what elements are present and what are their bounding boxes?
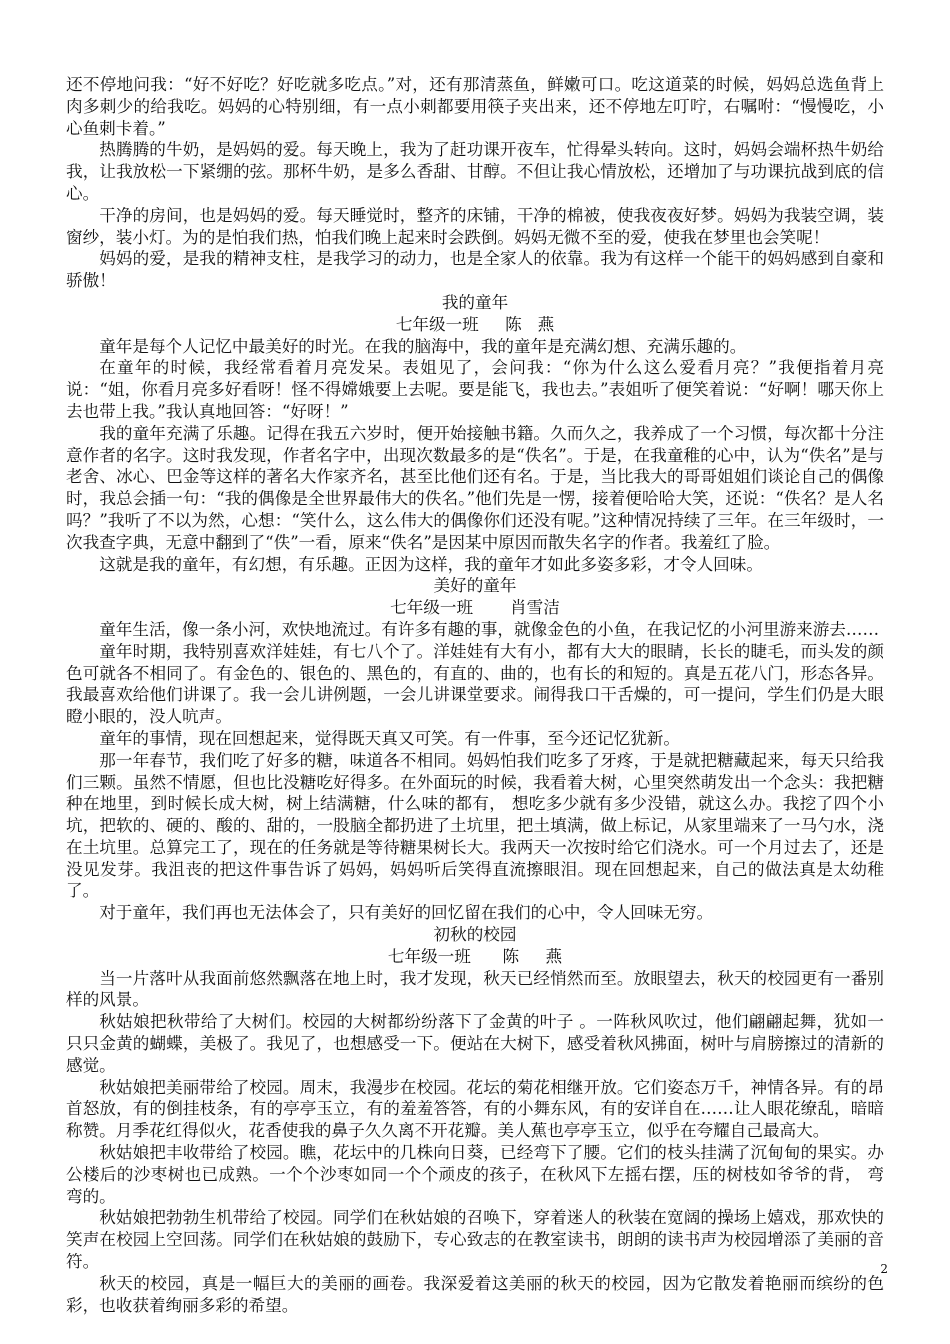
essay1-byline: 七年级一班 陈 燕 [395,314,555,334]
essay3-paragraph-6: 秋天的校园，真是一幅巨大的美丽的画卷。我深爱着这美丽的秋天的校园，因为它散发着艳丽而缤纷的色彩，也收获着绚丽多彩的希望。 [66,1273,884,1315]
essay1-paragraph-2: 在童年的时候，我经常看着月亮发呆。表姐见了，会问我：“你为什么这么爱看月亮？”我便指着月亮说：“姐，你看月亮多好看呀！怪不得嫦娥要上去呢。要是能飞，我也去。”表姐听了便笑着说：“好啊！哪天你上去也带上我。”我认真地回答：“好呀！” [66,358,884,421]
essay1-paragraph-4: 这就是我的童年，有幻想，有乐趣。正因为这样，我的童年才如此多姿多彩，才令人回味。 [99,554,763,574]
page-number: 2 [880,1262,888,1276]
intro-paragraph-3: 干净的房间，也是妈妈的爱。每天睡觉时，整齐的床铺，干净的棉被，使我夜夜好梦。妈妈为我装空调，装窗纱，装小灯。为的是怕我们热，怕我们晚上起来时会跌倒。妈妈无微不至的爱，使我在梦里也会笑呢！ [66,205,884,247]
essay3-paragraph-4: 秋姑娘把丰收带给了校园。瞧，花坛中的几株向日葵，已经弯下了腰。它们的枝头挂满了沉甸甸的果实。办公楼后的沙枣树也已成熟。一个个沙枣如同一个个顽皮的孩子，在秋风下左摇右摆，压的树枝如爷爷的背， 弯弯的。 [66,1143,884,1206]
essay2-paragraph-5: 对于童年，我们再也无法体会了，只有美好的回忆留在我们的心中，令人回味无穷。 [99,903,714,923]
essay3-paragraph-2: 秋姑娘把秋带给了大树们。校园的大树都纷纷落下了金黄的叶子 。一阵秋风吹过，他们翩翩起舞，犹如一只只金黄的蝴蝶，美极了。我见了，也想感受一下。便站在大树下，感受着秋风拂面，树叶与肩膀擦过的清新的感觉。 [66,1012,884,1075]
document-body [66,74,884,1316]
intro-paragraph-1: 还不停地问我：“好不好吃？好吃就多吃点。”对，还有那清蒸鱼，鲜嫩可口。吃这道菜的时候，妈妈总选鱼背上肉多刺少的给我吃。妈妈的心特别细，有一点小刺都要用筷子夹出来，还不停地左叮咛，右嘱咐：“慢慢吃，小心鱼刺卡着。” [66,75,884,138]
intro-paragraph-4: 妈妈的爱，是我的精神支柱，是我学习的动力，也是全家人的依靠。我为有这样一个能干的妈妈感到自豪和骄傲！ [66,249,884,291]
essay1-paragraph-3: 我的童年充满了乐趣。记得在我五六岁时，便开始接触书籍。久而久之，我养成了一个习惯，每次都十分注意作者的名字。这时我发现，作者名字中，出现次数最多的是“佚名”。于是，在我童稚的心中，认为“佚名”是与老舍、冰心、巴金等这样的著名大作家齐名，甚至比他们还有名。于是，当比我大的哥哥姐姐们谈论自己的偶像时，我总会插一句：“我的偶像是全世界最伟大的佚名。”他们先是一愣，接着便哈哈大笑，还说：“佚名？是人名吗？”我听了不以为然，心想：“笑什么，这么伟大的偶像你们还没有呢。”这种情况持续了三年。在三年级时，一次我查字典，无意中翻到了“佚”一看，原来“佚名”是因某中原因而散失名字的作者。我羞红了脸。 [66,423,884,552]
essay1-title: 我的童年 [441,292,509,312]
essay3-paragraph-5: 秋姑娘把勃勃生机带给了校园。同学们在秋姑娘的召唤下，穿着迷人的秋装在宽阔的操场上嬉戏，那欢快的笑声在校园上空回荡。同学们在秋姑娘的鼓励下，专心致志的在教室读书，朗朗的读书声为校园增添了美丽的音符。 [66,1208,884,1272]
essay2-title: 美好的童年 [433,576,517,596]
essay3-title: 初秋的校园 [433,925,517,945]
essay1-paragraph-1: 童年是每个人记忆中最美好的时光。在我的脑海中，我的童年是充满幻想、充满乐趣的。 [99,336,747,356]
essay2-paragraph-2: 童年时期，我特别喜欢洋娃娃，有七八个了。洋娃娃有大有小，都有大大的眼睛，长长的睫毛，而头发的颜色可就各不相同了。有金色的、银色的、黑色的，有直的、曲的，也有长的和短的。真是五花八门，形态各异。我最喜欢给他们讲课了。我一会儿讲例题，一会儿讲课堂要求。闹得我口干舌燥的，可一提问，学生们仍是大眼瞪小眼的，没人吭声。 [66,641,884,727]
essay2-paragraph-3: 童年的事情，现在回想起来，觉得既天真又可笑。有一件事，至今还记忆犹新。 [99,728,680,748]
essay2-paragraph-4: 那一年春节，我们吃了好多的糖，味道各不相同。妈妈怕我们吃多了牙疼，于是就把糖藏起来，每天只给我们三颗。虽然不情愿，但也比没糖吃好得多。在外面玩的时候，我看着大树，心里突然萌发出一个念头：我把糖种在地里，到时候长成大树，树上结满糖，什么味的都有， 想吃多少就有多少没错，就这么办。我挖了四个小坑，把软的、硬的、酸的、甜的，一股脑全都扔进了土坑里，把土填满，做上标记，从家里端来了一马勺水，浇在土坑里。总算完工了，现在的任务就是等待糖果树长大。我两天一次按时给它们浇水。可一个月过去了，还是没见发芽。我沮丧的把这件事告诉了妈妈，妈妈听后笑得直流擦眼泪。现在回想起来，自己的做法真是太幼稚了。 [66,750,884,901]
essay2-paragraph-1: 童年生活，像一条小河，欢快地流过。有许多有趣的事，就像金色的小鱼，在我记忆的小河里游来游去…… [99,619,880,639]
essay2-byline: 七年级一班 肖雪洁 [390,598,560,618]
intro-paragraph-2: 热腾腾的牛奶，是妈妈的爱。每天晚上，我为了赶功课开夜车，忙得晕头转向。这时，妈妈会端杯热牛奶给我，让我放松一下紧绷的弦。那杯牛奶，是多么香甜、甘醇。不但让我心情放松，还增加了与功课抗战到底的信心。 [66,140,884,203]
essay3-paragraph-3: 秋姑娘把美丽带给了校园。周末，我漫步在校园。花坛的菊花相继开放。它们姿态万千，神情各异。有的昂首怒放，有的倒挂枝条，有的亭亭玉立，有的羞羞答答，有的小舞东风，有的安详自在……让人眼花缭乱，暗暗称赞。月季花红得似火，花香使我的鼻子久久离不开花瓣。美人蕉也亭亭玉立，似乎在夸耀自己最高大。 [66,1077,884,1141]
essay3-paragraph-1: 当一片落叶从我面前悠然飘落在地上时，我才发现，秋天已经悄然而至。放眼望去，秋天的校园更有一番别样的风景。 [66,968,884,1010]
essay3-byline: 七年级一班 陈 燕 [387,946,563,966]
